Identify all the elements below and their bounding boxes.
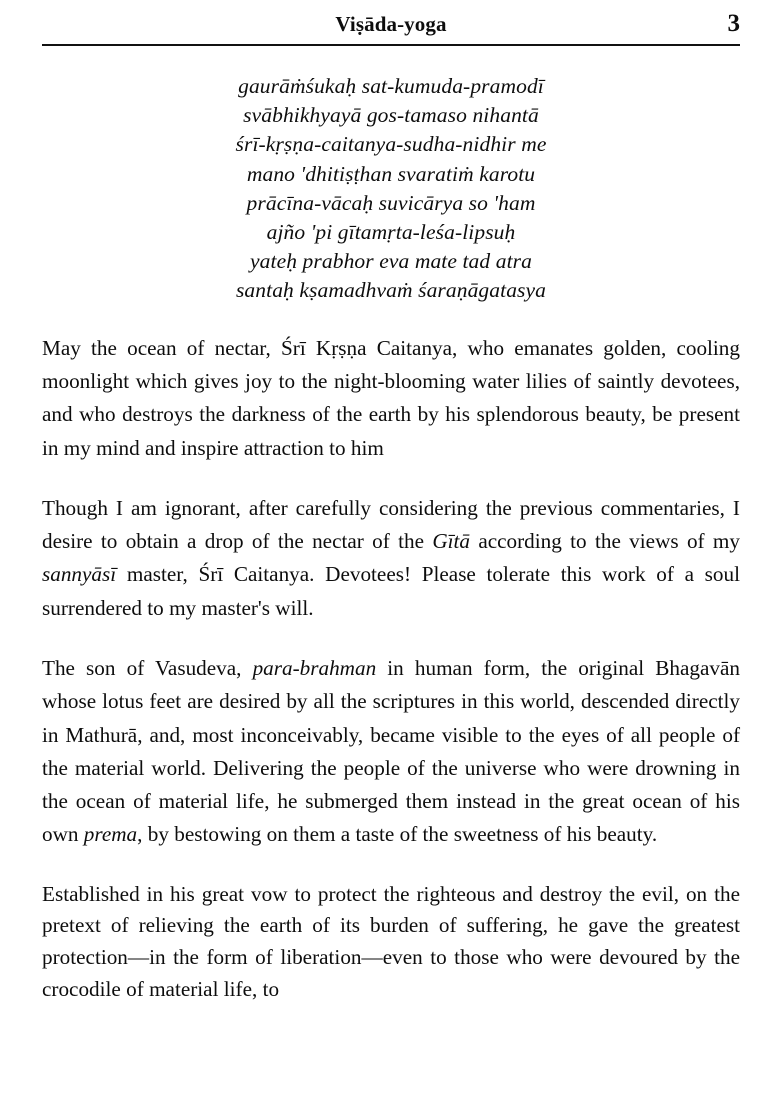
verse-line: svābhikhyayā gos-tamaso nihantā bbox=[243, 103, 539, 128]
paragraph-translation: May the ocean of nectar, Śrī Kṛṣṇa Caitanya, who emanates golden, cooling moonlight which gives joy to the night-blooming water lilies of saintly devotees, and who destroys the darkness of the earth by his splendorous beauty, be present in my mind and inspire attraction to him bbox=[42, 335, 740, 460]
term-prema: prema bbox=[83, 822, 138, 847]
page-number: 3 bbox=[727, 10, 740, 37]
verse-line: śrī-kṛṣṇa-caitanya-sudha-nidhir me bbox=[235, 132, 547, 157]
sanskrit-verse bbox=[42, 72, 740, 306]
term-sannyasi: sannyāsī bbox=[42, 562, 117, 587]
term-gita: Gītā bbox=[432, 529, 470, 554]
term-para-brahman: para-brahman bbox=[252, 656, 377, 680]
verse-line: prācīna-vācaḥ suvicārya so 'ham bbox=[246, 190, 536, 215]
running-head bbox=[42, 10, 740, 44]
paragraph-vow: Established in his great vow to protect the righteous and destroy the evil, on the pretext of relieving the earth of its burden of suffering, he gave the greatest protection—in the form of liberation—even to those who were devoured by the crocodile of material life, to bbox=[42, 881, 740, 1001]
text-run: master, Śrī Caitanya. Devotees! Please tolerate this work of a soul surrendered to my master's will. bbox=[42, 562, 740, 620]
text-block bbox=[42, 72, 740, 1005]
verse-line: ajño 'pi gītamṛta-leśa-lipsuḥ bbox=[266, 220, 516, 245]
header-rule bbox=[42, 44, 740, 46]
running-head-title: Viṣāda-yoga bbox=[335, 12, 447, 36]
text-run: according to the views of my bbox=[470, 529, 740, 554]
text-run: in human form, the original Bhagavān whose lotus feet are desired by all the scriptures in this world, descended directly in Mathurā, and, most inconceivably, became visible to the eyes of all people of the material world. Delivering the people of the universe who were drowning in the ocean of material life, he submerged them instead in the great ocean of his own bbox=[42, 656, 740, 847]
verse-line: santaḥ kṣamadhvaṁ śaraṇāgatasya bbox=[235, 278, 547, 303]
text-run: , by bestowing on them a taste of the sweetness of his beauty. bbox=[137, 822, 658, 847]
paragraph-commentary-intro bbox=[42, 492, 740, 625]
text-run: Though I am ignorant, after carefully considering the previous commentaries, I desire to obtain a drop of the nectar of the bbox=[42, 495, 740, 554]
verse-line: gaurāṁśukaḥ sat-kumuda-pramodī bbox=[238, 74, 544, 98]
paragraph-vasudeva bbox=[42, 652, 740, 852]
verse-line: mano 'dhitiṣṭhan svaratiṁ karotu bbox=[246, 161, 536, 186]
verse-line: yateḥ prabhor eva mate tad atra bbox=[250, 249, 532, 274]
text-run: The son of Vasudeva, bbox=[42, 656, 253, 680]
